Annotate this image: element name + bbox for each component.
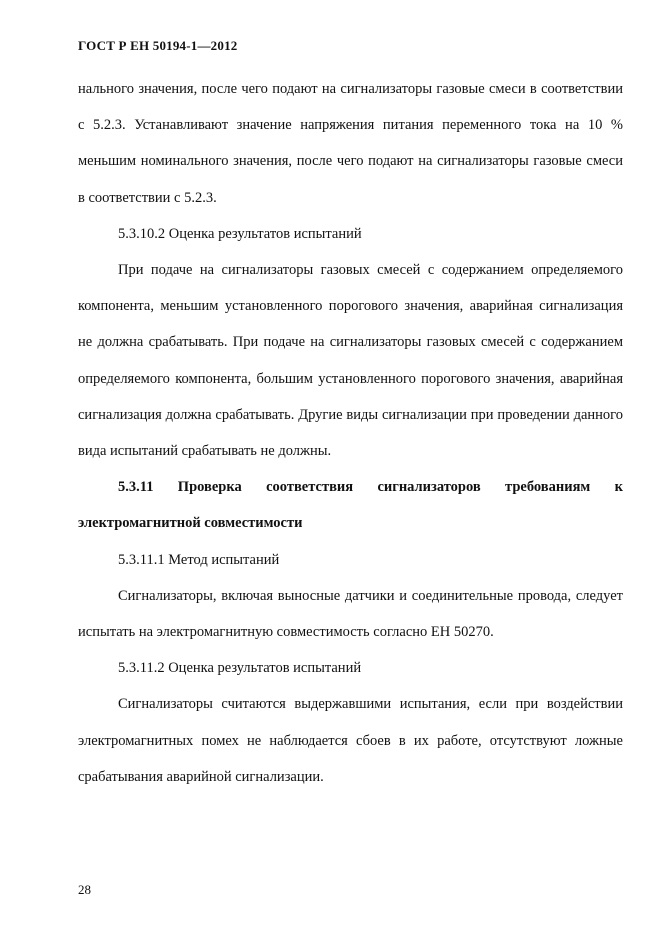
section-heading-5-3-11: 5.3.11 Проверка соответствия сигнализаторов требованиям к электромагнитной совместимости [78, 479, 623, 532]
paragraph-evaluation-5-3-10-2: При подаче на сигнализаторы газовых смесей с содержанием определяемого компонента, меньшим установленного порогового значения, аварийная сигнализация не должна срабатывать. При подаче на сигнализаторы газовых смесей с содержанием определяемого компонента, большим установленного порогового значения, аварийная сигнализация должна срабатывать. Другие виды сигнализации при проведении данного вида испытаний срабатывать не должны. [78, 262, 623, 460]
paragraph-method-5-3-11-1: Сигнализаторы, включая выносные датчики и соединительные провода, следует испытать на электромагнитную совместимость согласно ЕН 50270. [78, 587, 623, 641]
standard-header: ГОСТ Р ЕН 50194-1—2012 [78, 38, 238, 53]
page-number: 28 [78, 882, 91, 897]
subsection-heading-5-3-11-1: 5.3.11.1 Метод испытаний [118, 551, 280, 568]
subsection-heading-5-3-10-2: 5.3.10.2 Оценка результатов испытаний [118, 225, 362, 242]
paragraph-evaluation-5-3-11-2: Сигнализаторы считаются выдержавшими испытания, если при воздействии электромагнитных помех не наблюдается сбоев в их работе, отсутствуют ложные срабатывания аварийной сигнализации. [78, 696, 623, 785]
paragraph-continuation: нального значения, после чего подают на сигнализаторы газовые смеси в соответствии с 5.2.3. Устанавливают значение напряжения питания переменного тока на 10 % меньшим номинального значения, после чего подают на сигнализаторы газовые смеси в соответствии с 5.2.3. [78, 81, 623, 206]
subsection-heading-5-3-11-2: 5.3.11.2 Оценка результатов испытаний [118, 660, 362, 677]
document-body [78, 71, 623, 795]
